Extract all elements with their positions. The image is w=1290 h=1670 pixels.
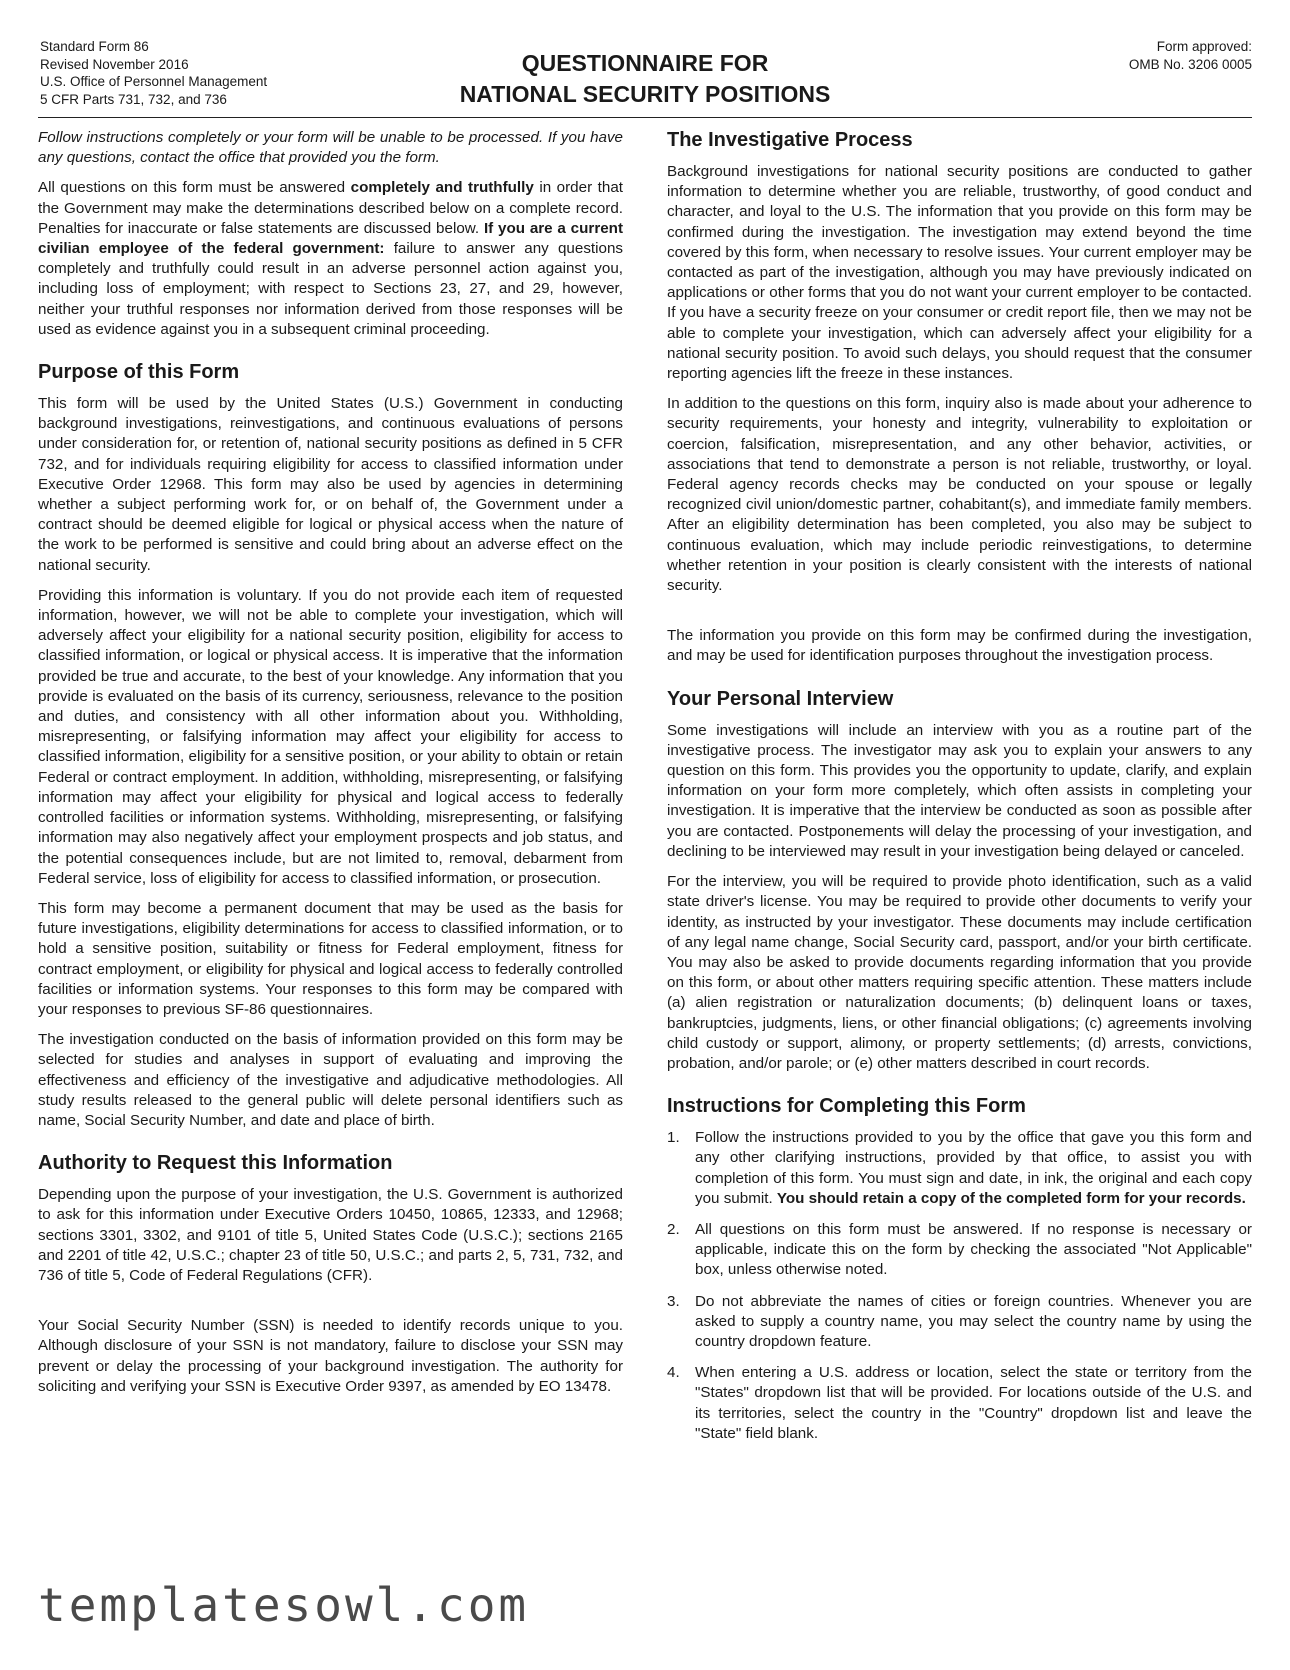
form-title: [38, 48, 1252, 110]
omb-number: OMB No. 3206 0005: [1128, 56, 1252, 72]
list-item: [667, 1220, 1252, 1281]
list-item-text: Do not abbreviate the names of cities or foreign countries. Whenever you are asked to supply a country name, you may select the country name by using the country dropdown feature.: [695, 1292, 1252, 1350]
authority-paragraph-1: Depending upon the purpose of your investigation, the U.S. Government is authorized to ask for this information under Executive Orders 10450, 10865, 12333, and 12968; sections 3301, 3302, and 9101 of title 5, United States Code (U.S.C.); sections 2165 and 2201 of title 42, U.S.C.; chapter 23 of title 50, U.S.C.; and parts 2, 5, 731, 732, and 736 of title 5, Code of Federal Regulations (CFR).: [38, 1186, 623, 1284]
list-item-bold: You should retain a copy of the completed form for your records.: [776, 1189, 1246, 1207]
list-item: [667, 1292, 1252, 1353]
intro-bold-1: completely and truthfully: [350, 179, 534, 197]
interview-heading: Your Personal Interview: [667, 687, 894, 710]
list-item-number: 4.: [667, 1364, 680, 1382]
list-item-text: When entering a U.S. address or location, select the state or territory from the "States" dropdown list that will be provided. For locations outside of the U.S. and its territories, select the country in the "Country" dropdown list and leave the "State" field blank.: [695, 1364, 1252, 1442]
investigative-paragraph-3: The information you provide on this form may be confirmed during the investigation, and may be used for identification purposes throughout the investigation process.: [667, 627, 1252, 665]
purpose-paragraph-2: Providing this information is voluntary. If you do not provide each item of requested information, however, we will not be able to complete your investigation, which will adversely affect your eligibility for a national security position, eligibility for access to classified information, or logical or physical access. It is imperative that the information provided be true and accurate, to the best of your knowledge. Any information that you provide is evaluated on the basis of its currency, seriousness, relevance to the position and duties, and consistency with all other information about you. Withholding, misrepresenting, or falsifying information may affect your eligibility for access to classified information, eligibility for a sensitive position, or your ability to obtain or retain Federal or contract employment. In addition, withholding, misrepresenting, or falsifying information may affect your eligibility for physical and logical access to federally controlled facilities or information systems. Withholding, misrepresenting, or falsifying information may also negatively affect your employment prospects and job status, and the potential consequences include, but are not limited to, removal, debarment from Federal service, loss of eligibility for access to classified information, or prosecution.: [38, 586, 623, 887]
intro-paragraph: [38, 178, 623, 340]
list-item-text: All questions on this form must be answered. If no response is necessary or applicable, indicate this on the form by checking the associated "Not Applicable" box, unless otherwise noted.: [695, 1220, 1252, 1279]
interview-paragraph-2: For the interview, you will be required to provide photo identification, such as a valid state driver's license. You may be required to provide other documents to verify your identity, as instructed by your investigator. These documents may include certification of any legal name change, Social Security card, passport, and/or your birth certificate. You may also be asked to provide documents regarding information that you provide on this form, or about other matters requiring specific attention. These matters include (a) alien registration or naturalization documents; (b) delinquent loans or taxes, bankruptcies, judgments, liens, or other financial obligations; (c) agreements involving child custody or support, alimony, or property settlements; (d) arrests, convictions, probation, and/or parole; or (e) other matters described in court records.: [667, 873, 1252, 1072]
investigative-heading: The Investigative Process: [667, 129, 913, 151]
intro-instructions: Follow instructions completely or your form will be unable to be processed. If you have any questions, contact the office that provided you the form.: [38, 129, 623, 167]
header-divider: [38, 117, 1252, 118]
omb-approval: [1129, 38, 1252, 73]
interview-paragraph-1: Some investigations will include an interview with you as a routine part of the investigative process. The investigator may ask you to explain your answers to any question on this form. This provides you the opportunity to update, clarify, and explain information on your form more completely, which often assists in completing your investigation. It is imperative that the interview be conducted as soon as possible after you are contacted. Postponements will delay the processing of your investigation, and declining to be interviewed may result in your investigation being delayed or canceled.: [667, 721, 1252, 860]
list-item: [667, 1128, 1252, 1209]
form-cfr-parts: 5 CFR Parts 731, 732, and 736: [40, 91, 227, 107]
left-column: [38, 128, 623, 1407]
intro-text-2: in order that the Government may make the determinations described below on a complete record. Penalties for inaccurate or false statements are discussed below.: [38, 179, 623, 237]
instructions-heading: Instructions for Completing this Form: [667, 1095, 1026, 1118]
intro-text-1: All questions on this form must be answered: [38, 179, 351, 197]
authority-heading: Authority to Request this Information: [38, 1152, 393, 1175]
purpose-paragraph-4: The investigation conducted on the basis of information provided on this form may be selected for studies and analyses in support of evaluating and improving the effectiveness and efficiency of the investigative and adjudicative methodologies. All study results released to the general public will delete personal identifiers such as name, Social Security Number, and date and place of birth.: [38, 1031, 623, 1129]
right-column: [667, 128, 1252, 1455]
purpose-heading: Purpose of this Form: [38, 361, 240, 384]
form-number: Standard Form 86: [40, 39, 149, 54]
purpose-paragraph-3: This form may become a permanent document that may be used as the basis for future investigations, eligibility determinations for access to classified information, or to hold a sensitive position, suitability or fitness for Federal employment, fitness for contract employment, or eligibility for physical and logical access to federally controlled facilities or information systems. Your responses to this form may be compared with your responses to previous SF-86 questionnaires.: [38, 899, 623, 1018]
watermark: templatesowl.com: [38, 1578, 530, 1632]
investigative-paragraph-2: In addition to the questions on this form, inquiry also is made about your adherence to security requirements, your honesty and integrity, vulnerability to exploitation or coercion, falsification, misrepresentation, and any other behavior, activities, or associations that tend to demonstrate a person is not reliable, trustworthy, or loyal. Federal agency records checks may be conducted on your spouse or legally recognized civil union/domestic partner, cohabitant(s), and immediate family members. After an eligibility determination has been completed, you also may be subject to continuous evaluation, which may include periodic reinvestigations, to determine whether retention in your position is clearly consistent with the interests of national security.: [667, 395, 1252, 595]
investigative-paragraph-1: Background investigations for national security positions are conducted to gather information to determine whether you are reliable, trustworthy, of good conduct and character, and loyal to the U.S. The information that you provide on this form may be confirmed during the investigation. The investigation may extend beyond the time covered by this form, when necessary to resolve issues. Your current employer may be contacted as part of the investigation, although you may have previously indicated on applications or other forms that you do not want your current employer to be contacted. If you have a security freeze on your consumer or credit report file, then we may not be able to complete your investigation, which can adversely affect your eligibility for a national security position. To avoid such delays, you should request that the consumer reporting agencies lift the freeze in these instances.: [667, 163, 1252, 383]
form-title-line1: QUESTIONNAIRE FOR: [521, 50, 769, 76]
list-item-number: 3.: [667, 1292, 680, 1310]
omb-label: Form approved:: [1156, 39, 1252, 54]
form-page: [38, 36, 1252, 1442]
list-item-text: Follow the instructions provided to you by the office that gave you this form and any other clarifying instructions, provided by that office, to assist you with completion of this form. You must sign and date, in ink, the original and each copy you submit.: [695, 1129, 1252, 1207]
form-title-line2: NATIONAL SECURITY POSITIONS: [459, 81, 831, 107]
list-item-number: 1.: [667, 1129, 680, 1147]
instructions-list: [667, 1128, 1252, 1444]
list-item: [667, 1363, 1252, 1444]
intro-bold-2: If you are a current civilian employee of the federal government:: [38, 219, 624, 258]
intro-text-3: failure to answer any questions completely and truthfully could result in an adverse personnel action against you, including loss of employment; with respect to Sections 23, 27, and 29, however, neither your truthful responses nor information derived from those responses will be used as evidence against you in a subsequent criminal proceeding.: [38, 240, 623, 338]
form-header: [38, 36, 1252, 114]
form-revision: Revised November 2016: [40, 56, 189, 72]
purpose-paragraph-1: This form will be used by the United States (U.S.) Government in conducting background investigations, reinvestigations, and continuous evaluations of persons under consideration for, or retention of, national security positions as defined in 5 CFR 732, and for individuals requiring eligibility for access to classified information under Executive Order 12968. This form may also be used by agencies in determining whether a subject performing work for, or on behalf of, the Government under a contract should be deemed eligible for logical or physical access when the nature of the work to be performed is sensitive and could bring about an adverse effect on the national security.: [38, 395, 623, 574]
authority-paragraph-2: Your Social Security Number (SSN) is needed to identify records unique to you. Although disclosure of your SSN is not mandatory, failure to disclose your SSN may prevent or delay the processing of your background investigation. The authority for soliciting and verifying your SSN is Executive Order 9397, as amended by EO 13478.: [38, 1317, 623, 1395]
form-agency: U.S. Office of Personnel Management: [40, 74, 268, 89]
list-item-number: 2.: [667, 1220, 680, 1238]
